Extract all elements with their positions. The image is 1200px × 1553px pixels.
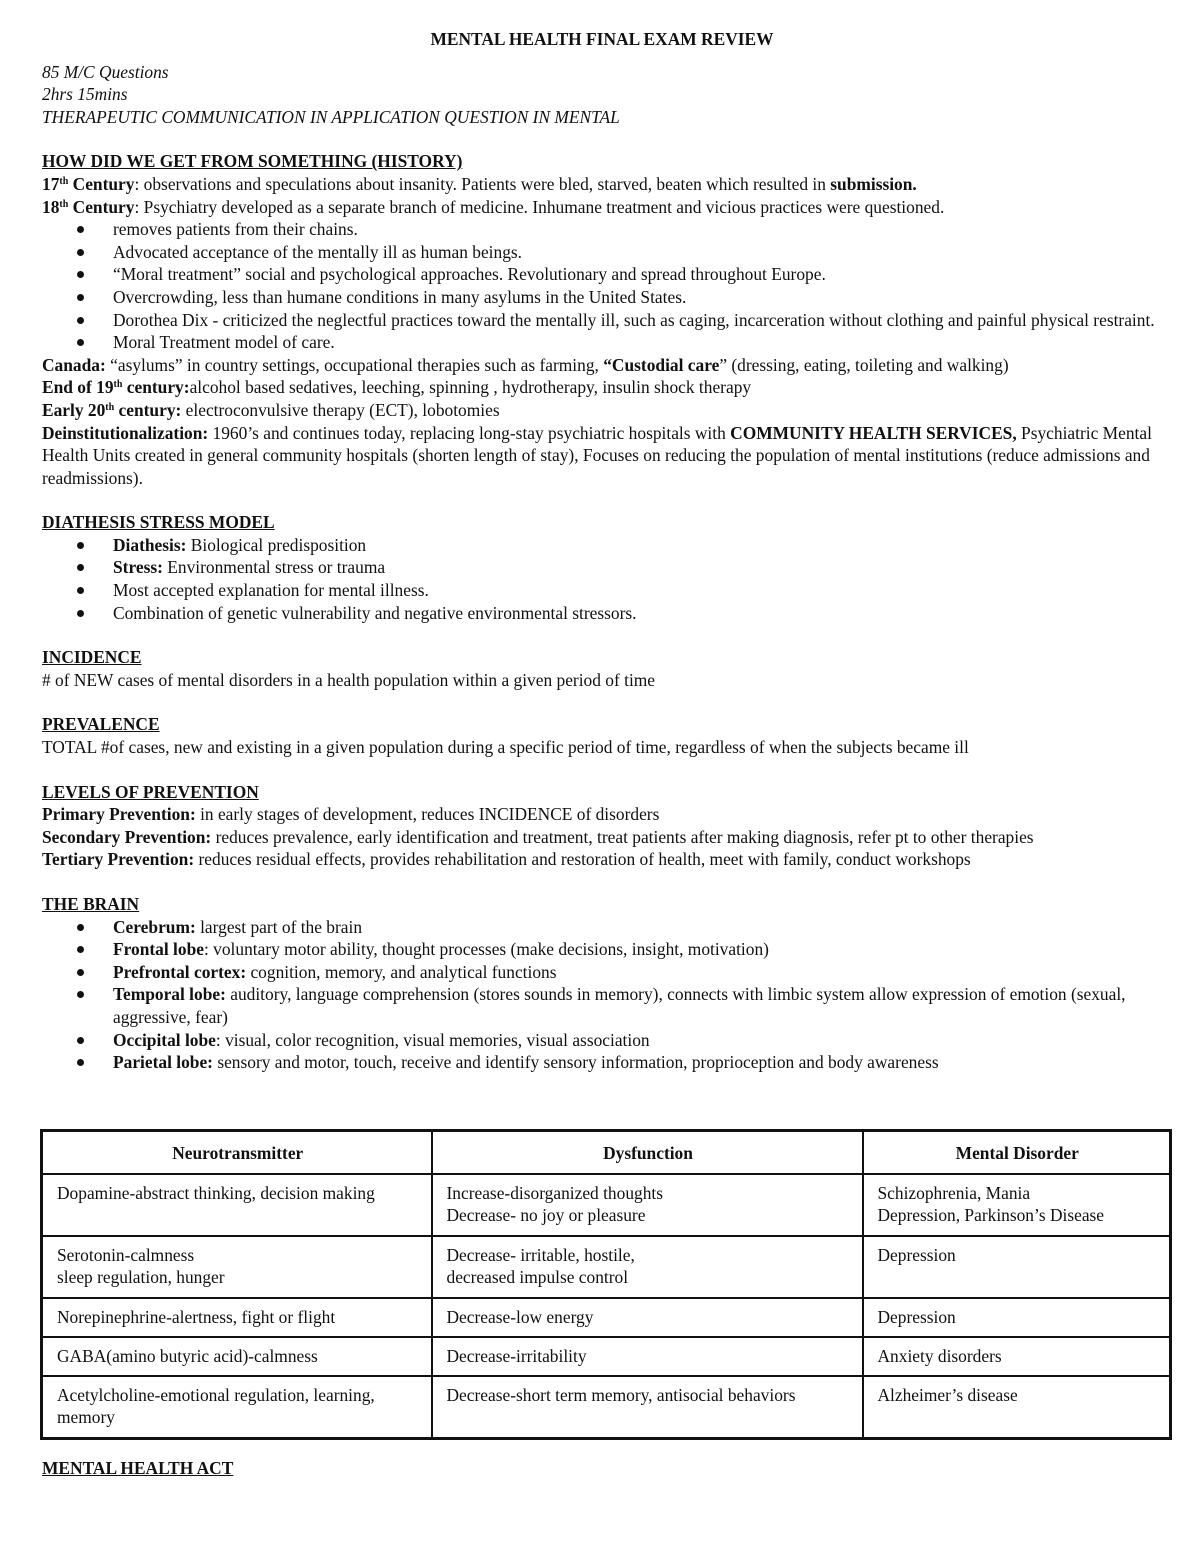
list-item: Occipital lobe: visual, color recognition, visual memories, visual association — [42, 1029, 1162, 1052]
table-cell: Anxiety disorders — [863, 1337, 1171, 1376]
incidence-section — [42, 646, 1162, 691]
table-cell: Alzheimer’s disease — [863, 1376, 1171, 1439]
table-cell: Depression — [863, 1298, 1171, 1337]
table-cell: Increase-disorganized thoughts Decrease- no joy or pleasure — [432, 1174, 863, 1236]
list-item: Prefrontal cortex: cognition, memory, and analytical functions — [42, 961, 1162, 984]
table-cell: Decrease-short term memory, antisocial behaviors — [432, 1376, 863, 1439]
exam-info-line: THERAPEUTIC COMMUNICATION IN APPLICATION QUESTION IN MENTAL — [42, 106, 620, 127]
prevalence-heading: PREVALENCE — [42, 714, 160, 735]
table-row — [42, 1174, 1171, 1236]
prevalence-section — [42, 713, 1162, 758]
history-bullet-list — [42, 218, 1162, 354]
list-item: Moral Treatment model of care. — [42, 331, 1162, 354]
list-item: Overcrowding, less than humane conditions in many asylums in the United States. — [42, 286, 1162, 309]
list-item: removes patients from their chains. — [42, 218, 1162, 241]
table-cell: Dopamine-abstract thinking, decision making — [42, 1174, 432, 1236]
diathesis-heading: DIATHESIS STRESS MODEL — [42, 512, 275, 533]
table-row — [42, 1298, 1171, 1337]
list-item: Cerebrum: largest part of the brain — [42, 916, 1162, 939]
document-title: MENTAL HEALTH FINAL EXAM REVIEW — [430, 29, 774, 49]
mental-health-act-heading: MENTAL HEALTH ACT — [42, 1458, 234, 1478]
list-item: Frontal lobe: voluntary motor ability, thought processes (make decisions, insight, motivation) — [42, 938, 1162, 961]
list-item: Stress: Environmental stress or trauma — [42, 556, 1162, 579]
table-cell: Serotonin-calmness sleep regulation, hunger — [42, 1236, 432, 1298]
table-row — [42, 1236, 1171, 1298]
diathesis-bullet-list — [42, 534, 1162, 624]
list-item: Diathesis: Biological predisposition — [42, 534, 1162, 557]
table-cell: Decrease- irritable, hostile, decreased impulse control — [432, 1236, 863, 1298]
column-header-mental-disorder: Mental Disorder — [863, 1131, 1171, 1174]
table-cell: Schizophrenia, Mania Depression, Parkinson’s Disease — [863, 1174, 1171, 1236]
prevalence-definition: TOTAL #of cases, new and existing in a given population during a specific period of time, regardless of when the subjects became ill — [42, 737, 969, 758]
column-header-dysfunction: Dysfunction — [432, 1131, 863, 1174]
table-row — [42, 1337, 1171, 1376]
incidence-definition: # of NEW cases of mental disorders in a health population within a given period of time — [42, 669, 656, 690]
table-cell: Decrease-irritability — [432, 1337, 863, 1376]
diathesis-section — [42, 511, 1162, 624]
tertiary-prevention: Tertiary Prevention: reduces residual effects, provides rehabilitation and restoration of health, meet with family, conduct workshops — [42, 849, 971, 870]
history-18th-century: 18th Century: Psychiatry developed as a separate branch of medicine. Inhumane treatment and vicious practices were questioned. — [42, 196, 945, 217]
neurotransmitter-table — [40, 1129, 1172, 1440]
history-early-20th-century: Early 20th century: electroconvulsive therapy (ECT), lobotomies — [42, 399, 500, 420]
brain-section — [42, 893, 1162, 1074]
brain-heading: THE BRAIN — [42, 894, 140, 914]
history-deinstitutionalization: Deinstitutionalization: 1960’s and continues today, replacing long-stay psychiatric hospitals with COMMUNITY HEALTH SERVICES, Psychiatric Mental Health Units created in general community hospitals (shorten length of stay), Focuses on reducing the population of mental institutions (reduce admissions and readmissions). — [42, 422, 1152, 488]
prevention-section — [42, 781, 1162, 871]
document-page — [42, 28, 1162, 1074]
list-item: Combination of genetic vulnerability and negative environmental stressors. — [42, 602, 1162, 625]
exam-info-line: 85 M/C Questions — [42, 61, 169, 82]
table-header-row — [42, 1131, 1171, 1174]
list-item: Temporal lobe: auditory, language comprehension (stores sounds in memory), connects with limbic system allow expression of emotion (sexual, aggressive, fear) — [42, 983, 1162, 1028]
incidence-heading: INCIDENCE — [42, 647, 142, 668]
table-cell: Acetylcholine-emotional regulation, learning, memory — [42, 1376, 432, 1439]
exam-info — [42, 61, 1162, 129]
table-row — [42, 1376, 1171, 1439]
brain-bullet-list — [42, 916, 1162, 1074]
history-section — [42, 150, 1162, 489]
history-end-19th-century: End of 19th century:alcohol based sedatives, leeching, spinning , hydrotherapy, insulin shock therapy — [42, 377, 752, 398]
list-item: Parietal lobe: sensory and motor, touch, receive and identify sensory information, proprioception and body awareness — [42, 1051, 1162, 1074]
column-header-neurotransmitter: Neurotransmitter — [42, 1131, 432, 1174]
history-heading: HOW DID WE GET FROM SOMETHING (HISTORY) — [42, 151, 463, 172]
primary-prevention: Primary Prevention: in early stages of development, reduces INCIDENCE of disorders — [42, 804, 660, 825]
history-canada: Canada: “asylums” in country settings, occupational therapies such as farming, “Custodial care” (dressing, eating, toileting and walking) — [42, 354, 1009, 375]
exam-info-line: 2hrs 15mins — [42, 84, 128, 105]
table-cell: Depression — [863, 1236, 1171, 1298]
list-item: Most accepted explanation for mental illness. — [42, 579, 1162, 602]
list-item: Advocated acceptance of the mentally ill as human beings. — [42, 241, 1162, 264]
table-cell: Norepinephrine-alertness, fight or flight — [42, 1298, 432, 1337]
history-17th-century: 17th Century: observations and speculations about insanity. Patients were bled, starved, beaten which resulted in submission. — [42, 173, 917, 194]
table-cell: Decrease-low energy — [432, 1298, 863, 1337]
list-item: Dorothea Dix - criticized the neglectful practices toward the mentally ill, such as caging, incarceration without clothing and painful physical restraint. — [42, 309, 1162, 332]
list-item: “Moral treatment” social and psychological approaches. Revolutionary and spread throughout Europe. — [42, 263, 1162, 286]
table-cell: GABA(amino butyric acid)-calmness — [42, 1337, 432, 1376]
prevention-heading: LEVELS OF PREVENTION — [42, 781, 259, 802]
secondary-prevention: Secondary Prevention: reduces prevalence, early identification and treatment, treat patients after making diagnosis, refer pt to other therapies — [42, 826, 1034, 847]
